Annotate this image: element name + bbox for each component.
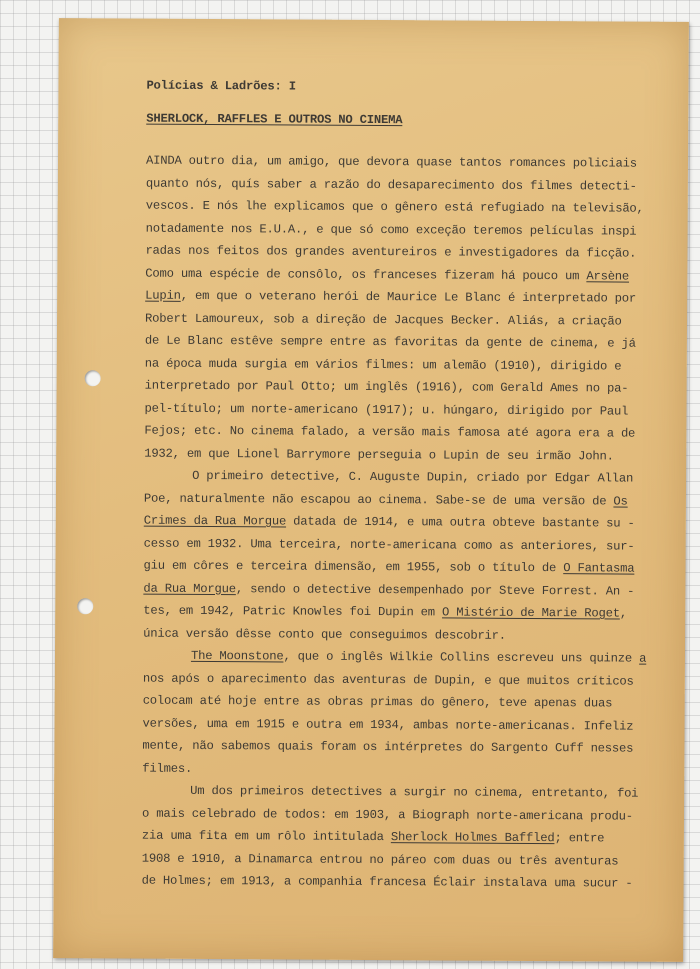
text-line (142, 802, 662, 828)
text-segment: nos após o aparecimento das aventuras de Dupin, e que muitos críticos (142, 671, 634, 689)
text-segment: o mais celebrado de todos: em 1903, a Biograph norte-americana produ- (141, 806, 633, 824)
underlined-title: da Rua Morgue (143, 581, 236, 596)
text-line (145, 307, 665, 333)
paragraph (142, 780, 663, 896)
text-segment: , que o inglês Wilkie Collins escreveu uns quinze (283, 649, 640, 666)
series-heading: Polícias & Ladrões: I (146, 78, 296, 94)
text-line (146, 217, 666, 243)
text-line (142, 847, 662, 873)
text-segment: notadamente nos E.U.A., e que só como exceção teremos películas inspi (145, 221, 637, 239)
text-line (144, 420, 664, 446)
text-segment: pel-título; um norte-americano (1917); u. húngaro, dirigido por Paul (144, 401, 629, 419)
text-segment: , sendo o detective desempenhado por Steve Forrest. An - (235, 581, 635, 599)
text-line (142, 757, 662, 783)
text-segment: Fejos; etc. No cinema falado, a versão mais famosa até agora era a de (144, 423, 636, 441)
text-segment: tes, em 1942, Patric Knowles foi Dupin em (143, 603, 443, 620)
text-line (144, 487, 664, 513)
text-segment: colocam até hoje entre as obras primas do gênero, teve apenas duas (142, 693, 613, 711)
text-segment: 1932, em que Lionel Barrymore perseguia o Lupin de seu irmão John. (144, 446, 614, 463)
text-line (142, 825, 662, 851)
text-segment: Como uma espécie de consôlo, os franceses fizeram há pouco um (145, 266, 587, 283)
text-line (144, 510, 664, 536)
text-segment: Robert Lamoureux, sob a direção de Jacques Becker. Aliás, a criação (145, 311, 622, 329)
text-line (143, 667, 663, 693)
text-segment: ; entre (554, 831, 605, 846)
punch-hole (85, 370, 101, 386)
text-segment: única versão dêsse conto que conseguimos descobrir. (143, 626, 506, 643)
text-segment: interpretado por Paul Otto; um inglês (1916), com Gerald Ames no pa- (144, 378, 629, 396)
text-segment: , (619, 606, 628, 621)
text-line (142, 780, 662, 806)
underlined-title: Lupin (145, 288, 181, 303)
text-segment: 1908 e 1910, a Dinamarca entrou no páreo com duas ou três aventuras (141, 851, 619, 869)
underlined-title: O Fantasma (563, 561, 635, 576)
underlined-title: Arsène (586, 268, 630, 284)
text-line (146, 195, 666, 221)
text-segment: na época muda surgia em vários filmes: um alemão (1910), dirigido e (144, 356, 622, 374)
text-line (143, 555, 663, 581)
text-segment: giu em côres e terceira dimensão, em 1955, sob o título de (143, 558, 564, 576)
text-segment: de Holmes; em 1913, a companhia francesa Éclair instalava uma sucur - (141, 873, 633, 891)
underlined-title: Os (613, 493, 628, 509)
text-segment: vescos. E nós lhe explicamos que o gênero está refugiado na televisão, (145, 198, 644, 216)
text-segment: filmes. (142, 761, 193, 776)
text-segment: quanto nós, quís saber a razão do desaparecimento dos filmes detecti- (145, 176, 637, 194)
text-line (143, 645, 663, 671)
text-line (144, 465, 664, 491)
text-segment: O primeiro detective, C. Auguste Dupin, criado por Edgar Allan (192, 468, 634, 486)
text-line (145, 285, 665, 311)
text-segment: Um dos primeiros detectives a surgir no cinema, entretanto, foi (190, 783, 639, 801)
underlined-title: The Moonstone (190, 648, 284, 664)
underlined-title: Sherlock Holmes Baffled (390, 830, 555, 846)
text-line (145, 240, 665, 266)
underlined-title: a (639, 651, 647, 666)
article-body (142, 150, 667, 896)
article-title: SHERLOCK, RAFFLES E OUTROS NO CINEMA (146, 111, 403, 128)
text-segment: versões, uma em 1915 e outra em 1934, ambas norte-americanas. Infeliz (142, 716, 634, 734)
text-line (145, 330, 665, 356)
text-line (143, 712, 663, 738)
paragraph (142, 645, 663, 783)
punch-hole (77, 598, 93, 614)
page-content (142, 79, 667, 896)
text-segment: Poe, naturalmente não escapou ao cinema. Sabe-se de uma versão de (143, 491, 614, 508)
text-line (142, 870, 662, 896)
text-line (146, 172, 666, 198)
text-line (143, 622, 663, 648)
text-segment: radas nos feitos dos grandes aventureiros e investigadores da ficção. (145, 243, 637, 261)
text-segment: , em que o veterano herói de Maurice Le Blanc é interpretado por (180, 288, 637, 306)
text-segment: de Le Blanc estêve sempre entre as favoritas da gente de cinema, e já (144, 333, 636, 351)
text-line (143, 600, 663, 626)
text-line (145, 375, 665, 401)
text-line (144, 442, 664, 468)
text-line (145, 262, 665, 288)
underlined-title: Crimes da Rua Morgue (143, 513, 287, 529)
text-segment: datada de 1914, e uma outra obteve bastante su - (286, 514, 635, 531)
text-segment: zia uma fita em um rôlo intitulada (141, 828, 391, 845)
text-segment: AINDA outro dia, um amigo, que devora quase tantos romances policiais (145, 153, 637, 171)
paragraph (143, 465, 664, 648)
text-line (146, 150, 666, 176)
text-line (143, 690, 663, 716)
text-line (144, 532, 664, 558)
text-line (142, 735, 662, 761)
text-line (143, 577, 663, 603)
text-line (145, 352, 665, 378)
text-segment: mente, não sabemos quais foram os intérpretes do Sargento Cuff nesses (142, 738, 634, 756)
underlined-title: O Mistério de Marie Roget (441, 605, 620, 621)
typewritten-page (53, 18, 689, 962)
paragraph (144, 150, 666, 468)
text-segment: cesso em 1932. Uma terceira, norte-americana como as anteriores, sur- (143, 536, 635, 554)
text-line (144, 397, 664, 423)
